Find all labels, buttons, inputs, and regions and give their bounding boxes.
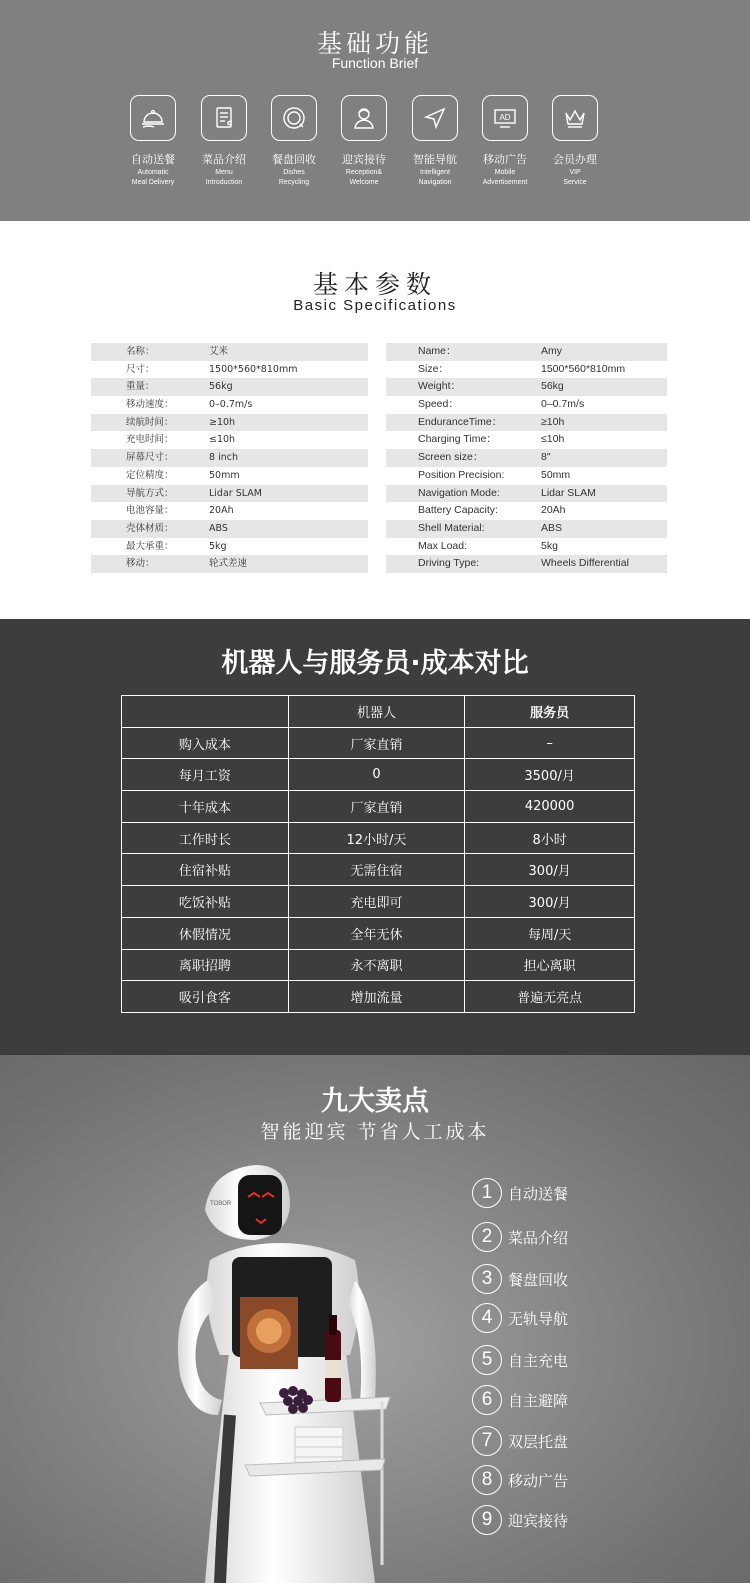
feature-en-label: Intelligent [420, 169, 450, 176]
table-header-cell: 机器人 [288, 696, 465, 728]
spec-row [386, 396, 667, 414]
table-cell: 8小时 [465, 822, 635, 854]
feature-label: 自动送餐 [131, 153, 175, 166]
spec-key: 续航时间： [126, 416, 174, 428]
table-cell: 十年成本 [122, 791, 289, 823]
spec-row [386, 502, 667, 520]
feature-label: 菜品介绍 [202, 153, 246, 166]
spec-key: Screen size： [418, 451, 484, 464]
table-cell: 300/月 [465, 886, 635, 918]
feature-reception-welcome [324, 95, 404, 187]
svg-text:AD: AD [499, 113, 511, 122]
number-badge: 4 [472, 1303, 502, 1333]
table-row [122, 727, 635, 759]
table-cell: 厂家直销 [288, 791, 465, 823]
spec-row [386, 378, 667, 396]
table-row [122, 886, 635, 918]
feature-label: 移动广告 [483, 153, 527, 166]
selling-point-label: 自动送餐 [508, 1184, 569, 1203]
function-brief-subtitle: Function Brief [331, 55, 419, 71]
feature-en-label: Automatic [137, 169, 169, 176]
number-badge: 9 [472, 1505, 502, 1535]
spec-key: Name： [418, 345, 457, 357]
table-cell: 充电即可 [288, 886, 465, 918]
navigation-arrow-icon [412, 95, 458, 141]
spec-key: Speed： [418, 398, 459, 411]
number-badge: 2 [472, 1222, 502, 1252]
feature-en-label: Menu [215, 169, 233, 176]
spec-value: 56kg [209, 381, 233, 393]
feature-dishes-recycling [254, 95, 334, 187]
table-row [122, 854, 635, 886]
crown-icon [552, 95, 598, 141]
spec-value: ≥10h [541, 415, 565, 428]
selling-point-label: 自主避障 [508, 1391, 569, 1410]
table-cell: 吃饭补贴 [122, 886, 289, 918]
spec-row [91, 520, 368, 538]
spec-row [91, 467, 368, 485]
feature-vip-service [535, 95, 615, 187]
selling-point-label: 迎宾接待 [508, 1511, 569, 1530]
feature-en-label: Service [563, 179, 587, 186]
feature-en-label: Mobile [494, 169, 516, 176]
spec-row [91, 502, 368, 520]
spec-key: 壳体材质： [126, 522, 174, 534]
cost-comparison-section [0, 619, 750, 1055]
selling-point-label: 移动广告 [508, 1471, 569, 1490]
spec-key: Navigation Mode: [418, 486, 500, 499]
feature-mobile-advertisement [465, 95, 545, 187]
spec-value: 5kg [541, 539, 558, 552]
table-cell: 无需住宿 [288, 854, 465, 886]
selling-point-label: 无轨导航 [508, 1309, 569, 1328]
spec-row [386, 467, 667, 485]
service-robot-image [160, 1165, 400, 1583]
feature-label: 迎宾接待 [342, 153, 386, 166]
table-cell: 休假情况 [122, 917, 289, 949]
table-cell: 购入成本 [122, 727, 289, 759]
spec-row [91, 538, 368, 556]
spec-value: Amy [541, 345, 562, 357]
number-badge: 1 [472, 1178, 502, 1208]
table-cell: 每周/天 [465, 917, 635, 949]
table-cell: 厂家直销 [288, 727, 465, 759]
table-row [122, 917, 635, 949]
spec-key: 充电时间： [126, 434, 174, 446]
spec-value: 1500*560*810mm [209, 363, 298, 375]
feature-label: 会员办理 [553, 153, 597, 166]
table-cell: 吸引食客 [122, 981, 289, 1013]
table-cell: 0 [288, 759, 465, 791]
feature-meal-delivery [113, 95, 193, 187]
spec-row [91, 378, 368, 396]
spec-key: Position Precision: [418, 468, 505, 481]
selling-point-label: 菜品介绍 [508, 1228, 569, 1247]
spec-key: 屏幕尺寸： [126, 452, 174, 464]
spec-value: ≤10h [541, 433, 565, 446]
spec-row [91, 343, 368, 361]
menu-book-icon [201, 95, 247, 141]
spec-value: 艾米 [209, 346, 229, 357]
feature-en-label: Dishes [283, 169, 305, 176]
spec-value: ≥10h [209, 416, 236, 428]
table-row [122, 791, 635, 823]
number-badge: 6 [472, 1385, 502, 1415]
spec-row [91, 361, 368, 379]
spec-value: 50mm [209, 469, 240, 481]
selling-point-label: 双层托盘 [508, 1432, 569, 1451]
svg-text:TOBOR: TOBOR [210, 1201, 232, 1207]
feature-en-label: VIP [569, 169, 581, 176]
table-cell: 420000 [465, 791, 635, 823]
spec-key: Shell Material: [418, 521, 485, 534]
feature-menu-introduction [184, 95, 264, 187]
table-cell: 离职招聘 [122, 949, 289, 981]
function-brief-section [0, 0, 750, 221]
list-item [472, 1222, 568, 1252]
feature-en-label: Navigation [418, 179, 452, 186]
selling-points-title: 九大卖点 [321, 1086, 429, 1117]
spec-row [386, 431, 667, 449]
table-header-row [122, 696, 635, 728]
table-cell: 12小时/天 [288, 822, 465, 854]
table-row [122, 822, 635, 854]
feature-en-label: Welcome [349, 179, 379, 186]
spec-value: 8" [541, 451, 551, 464]
cost-comparison-table [121, 695, 635, 1013]
spec-value: 轮式差速 [209, 558, 248, 570]
spec-row [386, 555, 667, 573]
spec-row [91, 431, 368, 449]
spec-key: 移动速度： [126, 399, 174, 411]
table-cell: 住宿补贴 [122, 854, 289, 886]
spec-row [91, 414, 368, 432]
list-item [472, 1385, 568, 1415]
feature-en-label: Reception& [345, 169, 383, 176]
function-brief-title: 基础功能 [316, 29, 433, 58]
spec-row [386, 361, 667, 379]
specifications-section [0, 221, 750, 619]
feature-label: 智能导航 [413, 153, 457, 166]
spec-key: Max Load: [418, 539, 468, 552]
spec-key: Size： [418, 362, 449, 375]
spec-key: Driving Type: [418, 557, 480, 570]
spec-row [386, 343, 667, 361]
spec-value: ≤10h [209, 434, 236, 446]
spec-value: 1500*560*810mm [541, 362, 626, 375]
table-row [122, 981, 635, 1013]
receptionist-icon [341, 95, 387, 141]
feature-en-label: Advertisement [482, 179, 528, 186]
list-item [472, 1303, 568, 1333]
table-cell: 3500/月 [465, 759, 635, 791]
spec-row [386, 538, 667, 556]
spec-value: 56kg [541, 380, 564, 393]
table-cell: 永不离职 [288, 949, 465, 981]
selling-points-section [0, 1055, 750, 1583]
spec-row [386, 414, 667, 432]
table-cell: 担心离职 [465, 949, 635, 981]
ad-screen-icon [482, 95, 528, 141]
table-row [122, 759, 635, 791]
number-badge: 8 [472, 1465, 502, 1495]
number-badge: 5 [472, 1345, 502, 1375]
spec-key: 最大承重： [126, 540, 174, 552]
spec-key: 重量： [126, 381, 155, 393]
number-badge: 3 [472, 1264, 502, 1294]
specifications-subtitle: Basic Specifications [293, 297, 457, 314]
plate-icon [271, 95, 317, 141]
spec-key: 导航方式： [126, 487, 174, 499]
spec-value: Lidar SLAM [541, 486, 596, 499]
table-header-cell [122, 696, 289, 728]
spec-key: Weight： [418, 380, 461, 393]
spec-key: Battery Capacity: [418, 504, 498, 517]
spec-key: 尺寸： [126, 363, 155, 375]
spec-value: 8 inch [209, 452, 238, 464]
spec-value: ABS [541, 521, 563, 534]
spec-row [386, 449, 667, 467]
feature-label: 餐盘回收 [272, 153, 316, 166]
table-cell: 普遍无亮点 [465, 981, 635, 1013]
list-item [472, 1178, 568, 1208]
list-item [472, 1465, 568, 1495]
feature-en-label: Introduction [205, 179, 243, 186]
spec-key: 移动： [126, 558, 155, 570]
list-item [472, 1345, 568, 1375]
spec-value: 0–0.7m/s [541, 398, 585, 411]
table-cell: 全年无休 [288, 917, 465, 949]
spec-value: 20Ah [209, 505, 234, 517]
table-header-cell: 服务员 [465, 696, 635, 728]
spec-key: 电池容量： [126, 505, 174, 517]
spec-value: 20Ah [541, 504, 566, 517]
selling-points-subtitle: 智能迎宾 节省人工成本 [260, 1121, 490, 1143]
table-cell: 增加流量 [288, 981, 465, 1013]
list-item [472, 1505, 568, 1535]
spec-value: 50mm [541, 468, 571, 481]
spec-value: ABS [209, 522, 228, 534]
selling-point-label: 自主充电 [508, 1351, 569, 1370]
spec-value: Wheels Differential [541, 557, 629, 570]
table-cell: 工作时长 [122, 822, 289, 854]
spec-row [386, 520, 667, 538]
feature-en-label: Meal Delivery [131, 179, 175, 186]
list-item [472, 1264, 568, 1294]
spec-key: 名称： [126, 346, 155, 357]
spec-table-cn [91, 343, 368, 573]
table-row [122, 949, 635, 981]
spec-row [91, 449, 368, 467]
feature-en-label: Recycling [278, 179, 310, 186]
list-item [472, 1426, 568, 1456]
feature-intelligent-navigation [395, 95, 475, 187]
selling-point-label: 餐盘回收 [508, 1270, 569, 1289]
cost-comparison-title: 机器人与服务员·成本对比 [221, 648, 529, 679]
cloche-icon [130, 95, 176, 141]
spec-row [91, 555, 368, 573]
spec-value: 5kg [209, 540, 227, 552]
number-badge: 7 [472, 1426, 502, 1456]
specifications-title: 基本参数 [312, 270, 437, 299]
spec-row [91, 485, 368, 503]
spec-key: 定位精度： [126, 469, 174, 481]
spec-row [386, 485, 667, 503]
spec-value: Lidar SLAM [209, 487, 262, 499]
table-cell: 300/月 [465, 854, 635, 886]
spec-value: 0–0.7m/s [209, 399, 253, 411]
spec-table-en [386, 343, 667, 573]
table-cell: – [465, 727, 635, 759]
spec-key: EnduranceTime： [418, 415, 503, 428]
table-cell: 每月工资 [122, 759, 289, 791]
spec-row [91, 396, 368, 414]
spec-key: Charging Time： [418, 433, 497, 446]
